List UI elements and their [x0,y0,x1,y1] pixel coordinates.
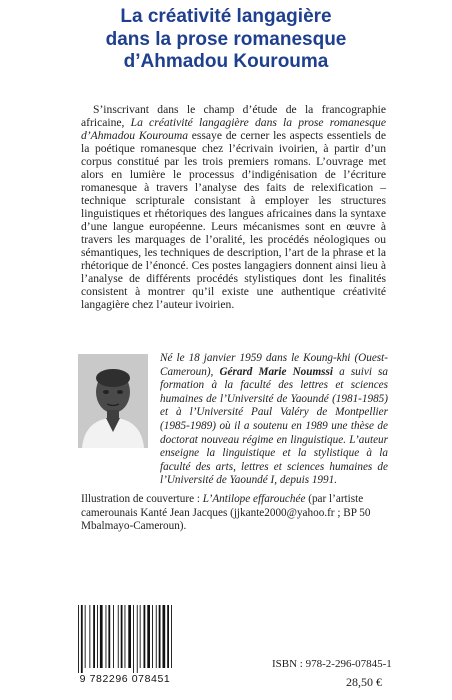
barcode-bar [125,605,126,668]
bio-intro: Né le 18 janvier 1959 dans le Koung-khi (Ouest-Cameroun), [160,352,388,378]
author-name: Gérard Marie Noumssi [219,365,333,378]
title-line: d’Ahmadou Kourouma [123,51,329,72]
summary-paragraph [81,103,386,311]
author-bio [160,352,388,488]
title-line: La créativité langagière [120,6,332,27]
back-cover-summary [81,103,386,311]
credit-prefix: Illustration de couverture : [81,493,203,505]
book-title [0,6,452,74]
barcode [70,603,180,685]
bio-body: a suivi sa formation à la faculté des lettres et sciences humaines de l’Université de Yaoundé (1981-1985) et à l’Université Paul Valéry de Montpellier (1985-1989) où il a soutenu en 1989 une thèse de doctorat nouveau régime en linguistique. L’auteur enseigne la linguistique et la stylistique à la faculté des arts, lettres et sciences humaines de l’Université de Yaoundé I, depuis 1991. [160,365,388,487]
barcode-bar [159,605,161,668]
barcode-bar [89,605,90,668]
author-portrait-icon [78,354,148,448]
barcode-bar [167,605,169,668]
barcode-bar [147,605,150,668]
barcode-bar [108,605,110,668]
barcode-bar [156,605,157,668]
barcode-bar [140,605,141,668]
cover-illustration-credit [81,493,391,534]
barcode-bar [81,605,83,673]
barcode-bar [106,605,107,668]
barcode-bar [152,605,153,668]
barcode-bar [144,605,146,668]
price: 28,50 € [346,675,382,689]
summary-intro: S’inscrivant dans le champ d’étude de la francographie africaine, [81,103,386,129]
barcode-bar [133,605,134,673]
summary-body: essaye de cerner les aspects essentiels de la poétique romanesque chez l’écrivain ivoirien, à partir d’un corpus constitué par les trois premiers romans. L’ouvrage met alors en lumière le processus d’indigénisation de l’écriture romanesque à travers l’analyse des faits de relexification – technique scripturale consistant à employer les structures linguistiques et rhétoriques des langues africaines dans la syntaxe d’une langue européenne. Leurs mécanismes sont en œuvre à travers les marquages de l’oralité, les procédés néologiques ou sémantiques, les techniques de description, l’art de la phrase et la rhétorique de l’énoncé. Ces postes langagiers donnent ainsi lieu à l’analyse de différents procédés stylistiques dont les finalités consistent à montrer qu’il existe une authentique créativité langagière chez l’auteur ivoirien. [81,129,386,311]
barcode-bar [100,605,103,668]
isbn: ISBN : 978-2-296-07845-1 [272,658,392,670]
barcode-bar [128,605,131,668]
barcode-bar [137,605,138,673]
author-photo [78,354,148,448]
barcode-bar [121,605,123,668]
title-line: dans la prose romanesque [105,28,347,50]
barcode-bar [171,605,172,668]
barcode-bar [78,605,79,673]
summary-book-title: La créativité langagière dans la prose romanesque d’Ahmadou Kourouma [81,116,386,142]
barcode-bar [113,605,114,668]
barcode-icon [70,603,180,685]
barcode-bar [93,605,95,668]
barcode-bar [118,605,119,668]
credit-details: (par l’artiste camerounais Kanté Jean Jacques (jjkante2000@yahoo.fr ; BP 50 Mbalmayo-Cameroun). [81,493,371,533]
barcode-digits: 9 782296 078451 [79,673,171,685]
credit-artwork-title: L’Antilope effarouchée [202,493,306,505]
barcode-bar [163,605,166,668]
barcode-bar [85,605,86,668]
barcode-bar [97,605,98,668]
